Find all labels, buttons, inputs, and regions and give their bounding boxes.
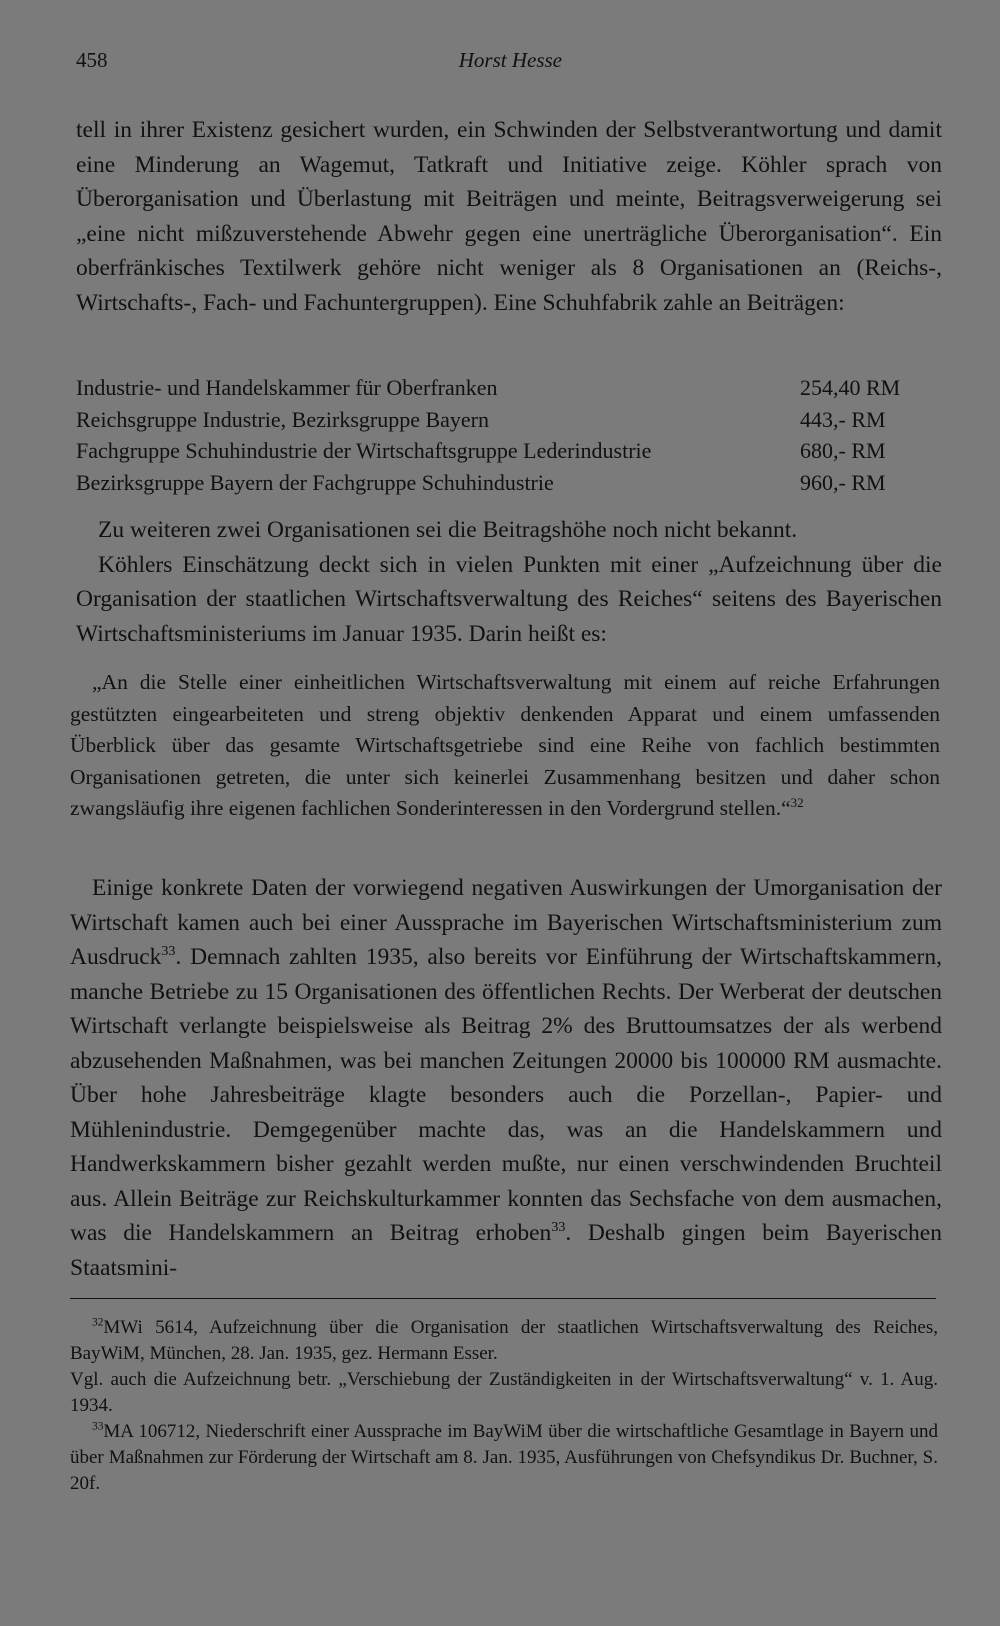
dues-table xyxy=(76,372,912,498)
paragraph-data xyxy=(70,871,942,1285)
table-row xyxy=(76,467,912,499)
quote-text: „An die Stelle einer einheitlichen Wirtschaftsverwaltung mit einem auf reiche Erfahrungen gestützten eingearbeiteten und streng objektiv denkenden Apparat und einem umfassenden Überblick über das gesamte Wirtschaftsgetriebe sind eine Reihe von fachlich bestimmten Organisationen getreten, die unter sich keinerlei Zusammenhang besitzen und daher schon zwangsläufig ihre eigenen fachlichen Sonderinteressen in den Vordergrund stellen.“ xyxy=(70,670,940,820)
paragraph-text: Einige konkrete Daten der vorwiegend negativen Auswirkungen der Umorganisation der Wirtschaft kamen auch bei einer Aussprache im Bayerischen Wirtschaftsministerium zum Ausdruck xyxy=(70,875,942,970)
dues-organization: Reichsgruppe Industrie, Bezirksgruppe Bayern xyxy=(76,406,489,432)
page-number: 458 xyxy=(76,48,108,72)
footnote-number: 32 xyxy=(92,1316,104,1329)
running-head: Horst Hesse xyxy=(458,48,562,72)
dues-amount: 960,- RM xyxy=(800,469,886,495)
dues-amount: 254,40 RM xyxy=(800,375,901,400)
dues-amount: 443,- RM xyxy=(800,406,886,432)
block-quote xyxy=(70,667,940,825)
footnote-33 xyxy=(70,1419,938,1497)
footnote-ref: 33 xyxy=(161,943,176,960)
dues-organization: Bezirksgruppe Bayern der Fachgruppe Schuhindustrie xyxy=(76,469,554,495)
paragraph-intro: tell in ihrer Existenz gesichert wurden, ein Schwinden der Selbstverantwortung und damit eine Minderung an Wagemut, Tatkraft und Initiative zeige. Köhler sprach von Überorganisation und Überlastung mit Beiträgen und meinte, Beitragsverweigerung sei „eine nicht mißzuverstehende Abwehr gegen eine unerträgliche Überorganisation“. Ein oberfränkisches Textilwerk gehöre nicht weniger als 8 Organisationen an (Reichs-, Wirtschafts-, Fach- und Fachuntergruppen). Eine Schuhfabrik zahle an Beiträgen: xyxy=(76,117,942,316)
paragraph-ministry-note: Köhlers Einschätzung deckt sich in vielen Punkten mit einer „Aufzeichnung über die Organisation der staatlichen Wirtschaftsverwaltung des Reiches“ seitens des Bayerischen Wirtschaftsministeriums im Januar 1935. Darin heißt es: xyxy=(76,551,942,647)
footnote-text: MWi 5614, Aufzeichnung über die Organisation der staatlichen Wirtschaftsverwaltung des Reiches, BayWiM, München, 28. Jan. 1935, gez. Hermann Esser. xyxy=(70,1317,938,1364)
paragraph-text: . Deshalb gingen beim Bayerischen Staatsmini- xyxy=(70,1220,942,1281)
table-row xyxy=(76,372,912,404)
paragraph-text: . Demnach zahlten 1935, also bereits vor Einführung der Wirtschaftskammern, manche Betriebe zu 15 Organisationen des öffentlichen Rechts. Der Werberat der deutschen Wirtschaft verlangte beispielsweise als Beitrag 2% des Bruttoumsatzes der als werbend abzusehenden Maßnahmen, was bei manchen Zeitungen 20000 bis 100000 RM ausmachte. Über hohe Jahresbeiträge klagte besonders auch die Porzellan-, Papier- und Mühlenindustrie. Demgegenüber machte das, was an die Handelskammern und Handwerkskammern bisher gezahlt werden mußte, nur einen verschwindenden Bruchteil aus. Allein Beiträge zur Reichskulturkammer konnten das Sechsfache von dem ausmachen, was die Handelskammern an Beitrag erhoben xyxy=(70,944,942,1246)
paragraph-group-assessment xyxy=(76,513,942,651)
footnote-number: 33 xyxy=(92,1420,104,1433)
footnotes xyxy=(70,1315,938,1497)
footnote-32-continued xyxy=(70,1367,938,1419)
footnote-ref: 32 xyxy=(790,795,804,810)
footnote-ref: 33 xyxy=(551,1219,566,1236)
footnote-text: Vgl. auch die Aufzeichnung betr. „Verschiebung der Zuständigkeiten in der Wirtschaftsverwaltung“ v. 1. Aug. 1934. xyxy=(70,1369,938,1416)
dues-amount: 680,- RM xyxy=(800,438,886,463)
table-row xyxy=(76,435,912,467)
table-row xyxy=(76,404,912,436)
page-header xyxy=(76,48,562,80)
footnote-divider xyxy=(70,1298,936,1299)
footnote-32 xyxy=(70,1315,938,1367)
paragraph-unknown-dues: Zu weiteren zwei Organisationen sei die Beitragshöhe noch nicht bekannt. xyxy=(98,517,798,543)
dues-organization: Industrie- und Handelskammer für Oberfranken xyxy=(76,375,498,400)
footnote-text: MA 106712, Niederschrift einer Aussprache im BayWiM über die wirtschaftliche Gesamtlage in Bayern und über Maßnahmen zur Förderung der Wirtschaft am 8. Jan. 1935, Ausführungen von Chefsyndikus Dr. Buchner, S. 20f. xyxy=(70,1421,938,1494)
dues-organization: Fachgruppe Schuhindustrie der Wirtschaftsgruppe Lederindustrie xyxy=(76,438,652,463)
